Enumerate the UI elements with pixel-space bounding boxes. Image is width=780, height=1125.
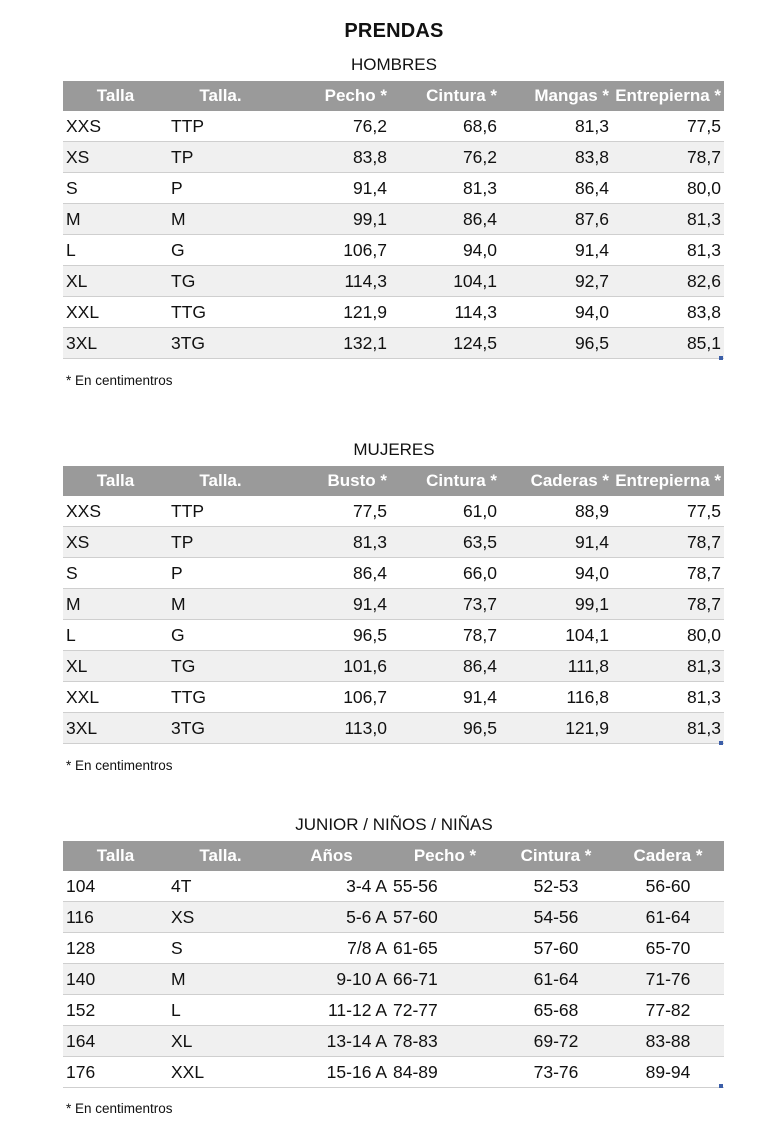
size-table-junior [63, 841, 724, 1088]
table-cell: 65-70 [612, 933, 724, 964]
table-header-row [63, 841, 724, 871]
table-cell: 80,0 [612, 620, 724, 651]
table-cell: XL [63, 651, 168, 682]
table-cell: XS [168, 902, 273, 933]
column-header: Talla [63, 841, 168, 871]
table-row [63, 933, 724, 964]
table-cell: 78,7 [612, 142, 724, 173]
column-header: Pecho * [390, 841, 500, 871]
table-cell: 61,0 [390, 496, 500, 527]
table-row [63, 111, 724, 142]
table-cell: 84-89 [390, 1057, 500, 1088]
table-cell: 63,5 [390, 527, 500, 558]
table-cell: 3XL [63, 328, 168, 359]
table-row [63, 527, 724, 558]
table-cell: XXS [63, 496, 168, 527]
resize-handle-mark [719, 741, 723, 745]
table-row [63, 713, 724, 744]
section-title-hombres: HOMBRES [351, 55, 437, 74]
table-cell: 113,0 [273, 713, 390, 744]
table-cell: M [63, 589, 168, 620]
table-cell: 140 [63, 964, 168, 995]
table-cell: 80,0 [612, 173, 724, 204]
table-cell: L [63, 235, 168, 266]
table-cell: XXL [63, 297, 168, 328]
table-cell: 94,0 [500, 297, 612, 328]
table-cell: 96,5 [390, 713, 500, 744]
table-cell: 11-12 A [273, 995, 390, 1026]
column-header: Entrepierna * [612, 466, 724, 496]
table-cell: M [168, 204, 273, 235]
table-cell: 81,3 [500, 111, 612, 142]
table-cell: 73,7 [390, 589, 500, 620]
table-cell: 99,1 [500, 589, 612, 620]
footnote-hombres: * En centimentros [66, 373, 173, 388]
table-cell: 83,8 [273, 142, 390, 173]
table-row [63, 871, 724, 902]
table-cell: 56-60 [612, 871, 724, 902]
table-cell: 128 [63, 933, 168, 964]
table-cell: XXS [63, 111, 168, 142]
table-cell: 77,5 [273, 496, 390, 527]
table-cell: L [63, 620, 168, 651]
table-cell: 78,7 [612, 589, 724, 620]
table-cell: 94,0 [390, 235, 500, 266]
column-header: Talla [63, 466, 168, 496]
table-cell: 81,3 [612, 235, 724, 266]
table-row [63, 558, 724, 589]
table-cell: 3TG [168, 328, 273, 359]
table-cell: 81,3 [390, 173, 500, 204]
table-row [63, 651, 724, 682]
table-cell: TP [168, 527, 273, 558]
table-cell: TTP [168, 496, 273, 527]
table-cell: G [168, 620, 273, 651]
table-cell: 88,9 [500, 496, 612, 527]
table-cell: 76,2 [273, 111, 390, 142]
table-cell: TTG [168, 297, 273, 328]
table-cell: 13-14 A [273, 1026, 390, 1057]
table-cell: 81,3 [612, 713, 724, 744]
table-cell: M [168, 589, 273, 620]
table-cell: 91,4 [390, 682, 500, 713]
table-cell: 81,3 [273, 527, 390, 558]
table-cell: 96,5 [500, 328, 612, 359]
table-cell: 57-60 [500, 933, 612, 964]
table-cell: P [168, 173, 273, 204]
table-cell: 87,6 [500, 204, 612, 235]
table-cell: 114,3 [273, 266, 390, 297]
table-cell: 91,4 [500, 235, 612, 266]
table-cell: 78-83 [390, 1026, 500, 1057]
table-cell: 86,4 [390, 651, 500, 682]
column-header: Talla [63, 81, 168, 111]
footnote-junior: * En centimentros [66, 1101, 173, 1116]
table-cell: 61-65 [390, 933, 500, 964]
table-cell: 152 [63, 995, 168, 1026]
table-cell: 65-68 [500, 995, 612, 1026]
table-cell: 61-64 [500, 964, 612, 995]
table-cell: S [63, 173, 168, 204]
column-header: Pecho * [273, 81, 390, 111]
table-cell: 71-76 [612, 964, 724, 995]
table-cell: 111,8 [500, 651, 612, 682]
table-cell: 4T [168, 871, 273, 902]
table-cell: 106,7 [273, 682, 390, 713]
table-cell: 66-71 [390, 964, 500, 995]
table-cell: 86,4 [500, 173, 612, 204]
column-header: Entrepierna * [612, 81, 724, 111]
table-row [63, 235, 724, 266]
table-cell: 104,1 [500, 620, 612, 651]
table-cell: L [168, 995, 273, 1026]
table-cell: 121,9 [273, 297, 390, 328]
table-cell: 3-4 A [273, 871, 390, 902]
table-cell: 101,6 [273, 651, 390, 682]
size-table-hombres [63, 81, 724, 359]
table-row [63, 902, 724, 933]
table-cell: 57-60 [390, 902, 500, 933]
table-cell: M [168, 964, 273, 995]
table-cell: 66,0 [390, 558, 500, 589]
table-row [63, 204, 724, 235]
table-cell: 81,3 [612, 651, 724, 682]
table-cell: 104,1 [390, 266, 500, 297]
table-cell: 99,1 [273, 204, 390, 235]
table-cell: XXL [168, 1057, 273, 1088]
table-cell: S [63, 558, 168, 589]
table-cell: S [168, 933, 273, 964]
column-header: Caderas * [500, 466, 612, 496]
column-header: Talla. [168, 466, 273, 496]
table-cell: 7/8 A [273, 933, 390, 964]
table-row [63, 297, 724, 328]
table-cell: XL [63, 266, 168, 297]
table-row [63, 620, 724, 651]
size-table-mujeres [63, 466, 724, 744]
table-cell: 121,9 [500, 713, 612, 744]
table-cell: P [168, 558, 273, 589]
table-header-row [63, 81, 724, 111]
table-cell: TTP [168, 111, 273, 142]
table-cell: TTG [168, 682, 273, 713]
table-row [63, 1026, 724, 1057]
table-cell: 61-64 [612, 902, 724, 933]
table-cell: XL [168, 1026, 273, 1057]
table-cell: 9-10 A [273, 964, 390, 995]
table-row [63, 589, 724, 620]
table-cell: 114,3 [390, 297, 500, 328]
table-cell: 132,1 [273, 328, 390, 359]
table-cell: 77,5 [612, 111, 724, 142]
table-cell: 83,8 [500, 142, 612, 173]
column-header: Cintura * [500, 841, 612, 871]
table-cell: G [168, 235, 273, 266]
table-cell: 104 [63, 871, 168, 902]
table-cell: 81,3 [612, 204, 724, 235]
table-cell: 106,7 [273, 235, 390, 266]
table-cell: 78,7 [390, 620, 500, 651]
table-cell: 78,7 [612, 558, 724, 589]
column-header: Cintura * [390, 81, 500, 111]
table-cell: TG [168, 266, 273, 297]
table-row [63, 142, 724, 173]
table-cell: 78,7 [612, 527, 724, 558]
table-row [63, 964, 724, 995]
table-cell: 91,4 [273, 589, 390, 620]
column-header: Cadera * [612, 841, 724, 871]
table-cell: 86,4 [390, 204, 500, 235]
column-header: Cintura * [390, 466, 500, 496]
table-cell: 73-76 [500, 1057, 612, 1088]
table-cell: 52-53 [500, 871, 612, 902]
table-cell: 91,4 [273, 173, 390, 204]
table-cell: 68,6 [390, 111, 500, 142]
table-cell: 116,8 [500, 682, 612, 713]
table-cell: 76,2 [390, 142, 500, 173]
page-title: PRENDAS [344, 20, 444, 42]
table-row [63, 496, 724, 527]
table-cell: 82,6 [612, 266, 724, 297]
table-cell: 81,3 [612, 682, 724, 713]
table-cell: 15-16 A [273, 1057, 390, 1088]
table-cell: XS [63, 527, 168, 558]
resize-handle-mark [719, 1084, 723, 1088]
section-title-junior: JUNIOR / NIÑOS / NIÑAS [295, 815, 493, 834]
table-cell: 54-56 [500, 902, 612, 933]
table-cell: 3XL [63, 713, 168, 744]
table-cell: 94,0 [500, 558, 612, 589]
table-cell: TP [168, 142, 273, 173]
column-header: Años [273, 841, 390, 871]
resize-handle-mark [719, 356, 723, 360]
section-title-mujeres: MUJERES [353, 440, 435, 459]
table-cell: 5-6 A [273, 902, 390, 933]
table-cell: 83,8 [612, 297, 724, 328]
table-cell: 89-94 [612, 1057, 724, 1088]
table-cell: 72-77 [390, 995, 500, 1026]
table-cell: 86,4 [273, 558, 390, 589]
table-row [63, 173, 724, 204]
table-row [63, 266, 724, 297]
table-cell: 83-88 [612, 1026, 724, 1057]
footnote-mujeres: * En centimentros [66, 758, 173, 773]
column-header: Talla. [168, 81, 273, 111]
column-header: Busto * [273, 466, 390, 496]
table-cell: M [63, 204, 168, 235]
table-row [63, 682, 724, 713]
table-cell: 77,5 [612, 496, 724, 527]
table-cell: 85,1 [612, 328, 724, 359]
table-cell: 116 [63, 902, 168, 933]
table-cell: 69-72 [500, 1026, 612, 1057]
table-cell: 124,5 [390, 328, 500, 359]
table-cell: 91,4 [500, 527, 612, 558]
table-cell: XS [63, 142, 168, 173]
table-row [63, 995, 724, 1026]
table-cell: 77-82 [612, 995, 724, 1026]
table-row [63, 1057, 724, 1088]
table-row [63, 328, 724, 359]
table-cell: TG [168, 651, 273, 682]
column-header: Mangas * [500, 81, 612, 111]
table-cell: XXL [63, 682, 168, 713]
table-cell: 3TG [168, 713, 273, 744]
table-header-row [63, 466, 724, 496]
table-cell: 176 [63, 1057, 168, 1088]
table-cell: 164 [63, 1026, 168, 1057]
column-header: Talla. [168, 841, 273, 871]
table-cell: 55-56 [390, 871, 500, 902]
table-cell: 96,5 [273, 620, 390, 651]
table-cell: 92,7 [500, 266, 612, 297]
